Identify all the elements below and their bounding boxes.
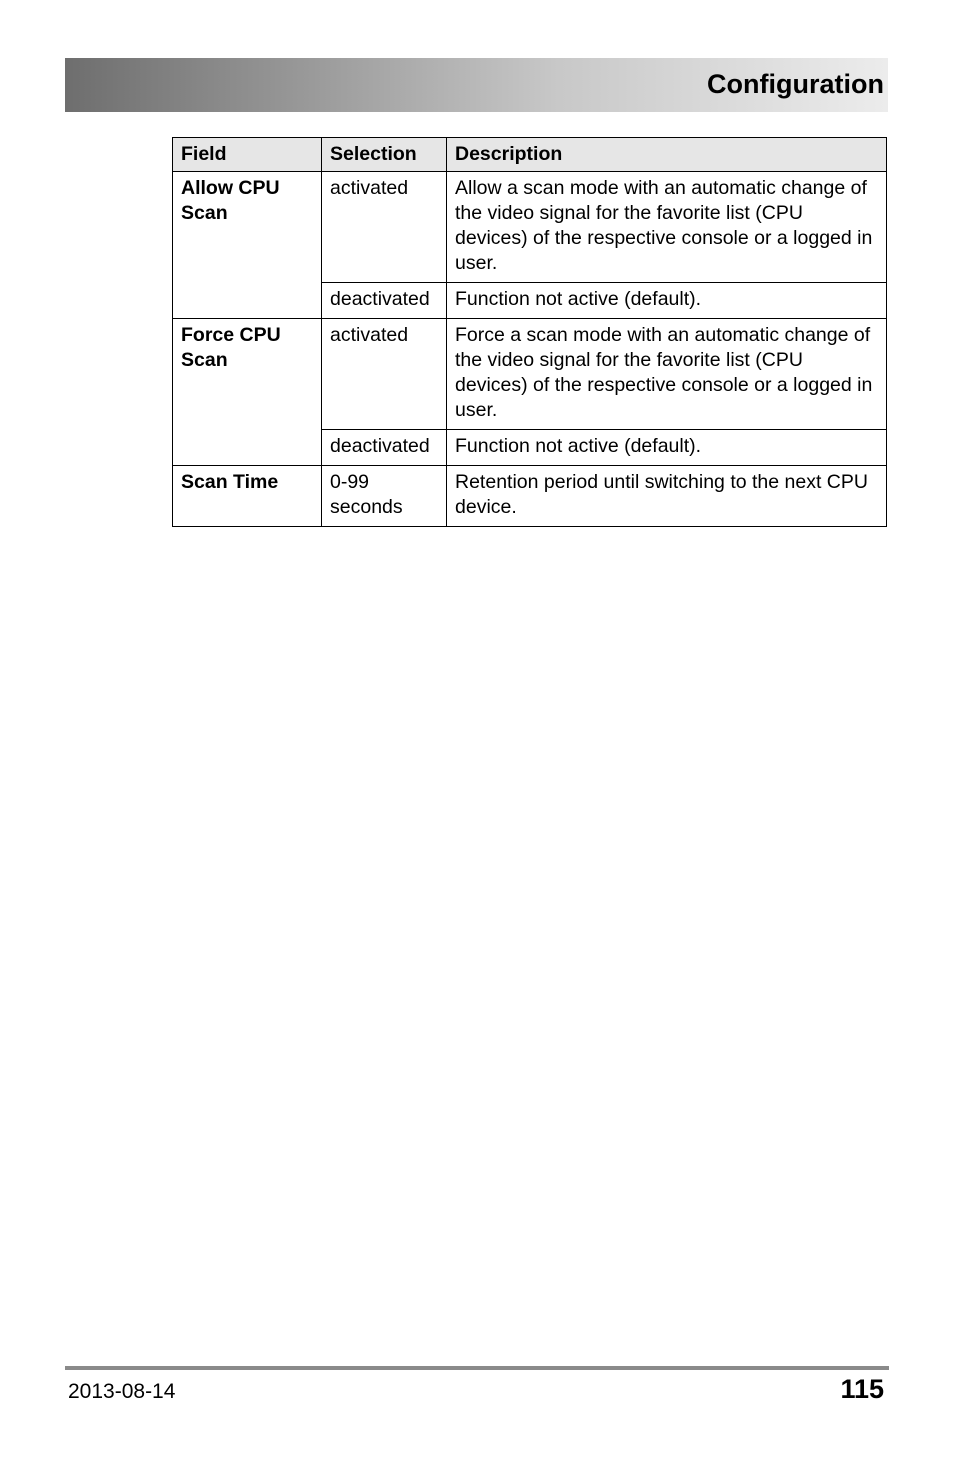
description-cell: Force a scan mode with an automatic change of the video signal for the favorite list (CPU devices) of the respective console or a logged in user. <box>447 319 887 430</box>
table-header-row <box>173 138 887 172</box>
table-row <box>173 172 887 283</box>
selection-cell: deactivated <box>322 283 447 319</box>
column-header-selection: Selection <box>322 138 447 172</box>
footer-divider <box>65 1366 889 1370</box>
selection-cell: activated <box>322 172 447 283</box>
description-cell: Allow a scan mode with an automatic change of the video signal for the favorite list (CPU devices) of the respective console or a logged in user. <box>447 172 887 283</box>
section-title: Configuration <box>707 69 884 99</box>
table-row <box>173 466 887 527</box>
field-allow-cpu-scan: Allow CPU Scan <box>173 172 322 319</box>
table-row <box>173 319 887 430</box>
page-number: 115 <box>840 1374 884 1404</box>
column-header-description: Description <box>447 138 887 172</box>
description-cell: Function not active (default). <box>447 430 887 466</box>
configuration-table <box>172 137 887 527</box>
footer-date: 2013-08-14 <box>68 1380 176 1403</box>
field-scan-time: Scan Time <box>173 466 322 527</box>
description-cell: Function not active (default). <box>447 283 887 319</box>
selection-cell: 0-99 seconds <box>322 466 447 527</box>
description-cell: Retention period until switching to the next CPU device. <box>447 466 887 527</box>
selection-cell: deactivated <box>322 430 447 466</box>
section-header-bar <box>65 58 888 112</box>
column-header-field: Field <box>173 138 322 172</box>
field-force-cpu-scan: Force CPU Scan <box>173 319 322 466</box>
selection-cell: activated <box>322 319 447 430</box>
